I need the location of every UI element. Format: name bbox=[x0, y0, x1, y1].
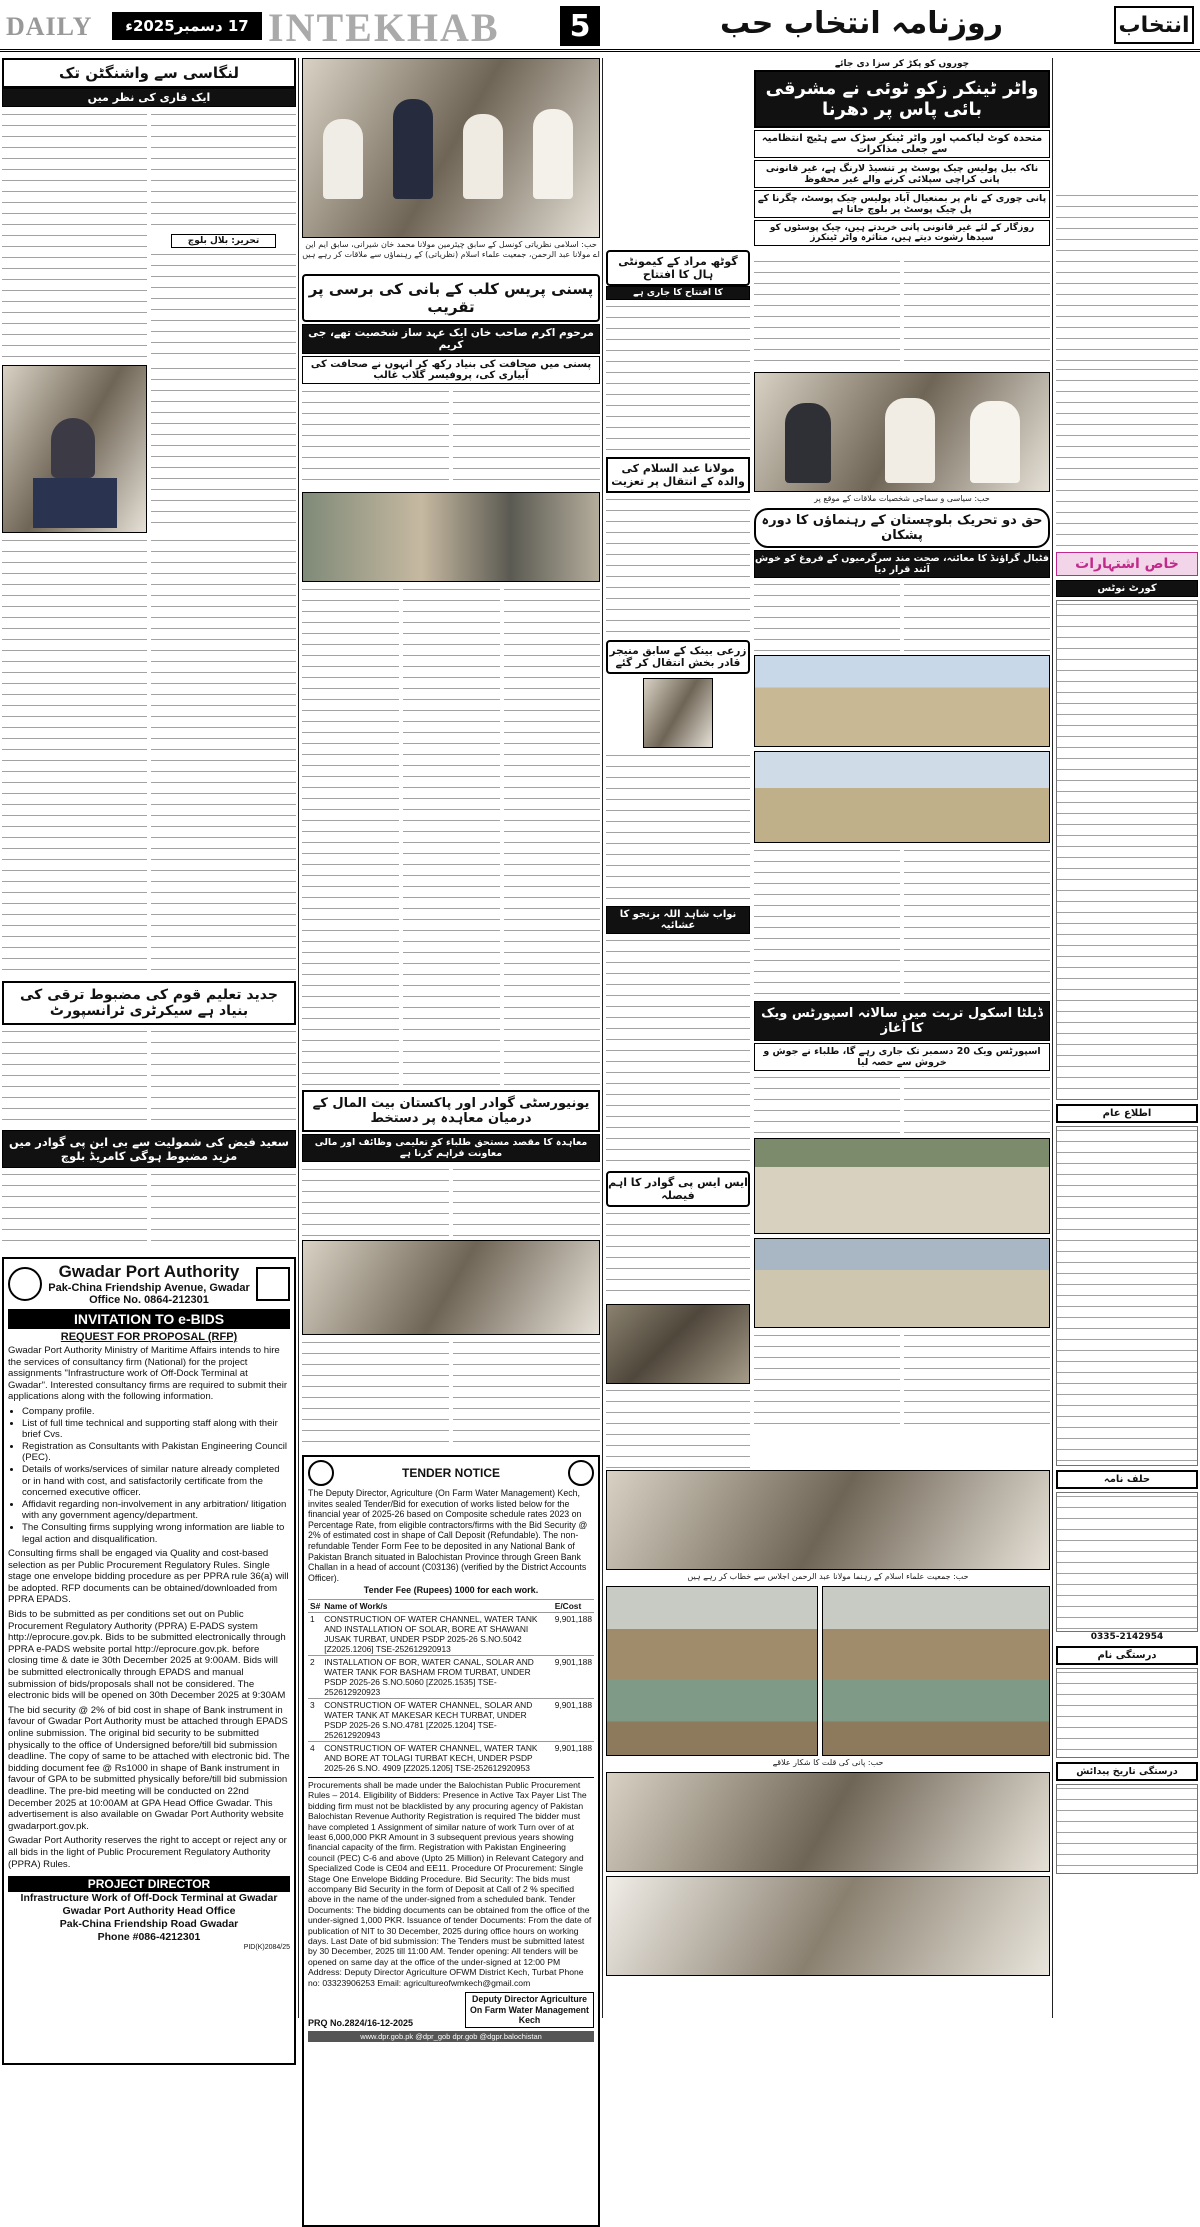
classified-box-title: درستگی تاریخ پیدائش bbox=[1056, 1762, 1198, 1781]
press-club-photo bbox=[754, 372, 1050, 492]
pakistan-emblem-icon bbox=[256, 1267, 290, 1301]
article-text-block bbox=[904, 258, 1050, 368]
sports-week-photo bbox=[754, 1138, 1050, 1234]
tender-social: www.dpr.gob.pk @dpr_gob dpr.gob @dgpr.balochistan bbox=[308, 2031, 594, 2042]
gpa-footer-title: PROJECT DIRECTOR bbox=[8, 1876, 290, 1892]
sub-headline: متحدہ کوٹ لیاکمپ اور واٹر ٹینکر سڑک سے ہٹیچ انتظامیہ سے جعلی مذاکرات bbox=[754, 130, 1050, 158]
sub-headline: ناکہ بیل پولیس چیک پوسٹ پر تنسیڈ لارنگ ہے، غیر قانونی پانی کراچی سپلائی کرنے والے غیر محفوظ bbox=[754, 160, 1050, 188]
headline: حق دو تحریک بلوچستان کے رہنماؤں کا دورہ پشکان bbox=[754, 508, 1050, 548]
gpa-footer bbox=[8, 1892, 290, 1944]
gpa-footer-line: Pak-China Friendship Road Gwadar bbox=[59, 1918, 239, 1931]
gpa-intro: Gwadar Port Authority Ministry of Maritime Affairs intends to hire the services of consultancy firm (National) for the project assignments "Infrastructure work of Off-Dock Terminal at Gwadar". Interested consultancy firms are required to submit their applications along with the following information. bbox=[8, 1345, 288, 1403]
article-text-block bbox=[606, 303, 750, 453]
tender-terms: Procurements shall be made under the Balochistan Public Procurement Rules – 2014. Eligibility of Bidders: Presence in Active Tax Payer List The bidding firm must not be blacklisted by any procuring agency of Pakistan Balochistan Revenue Authority Registration is required The bidder must have completed 1 Assignment of similar nature of work Turn over of at least 6,000,000 PKR Amount in 3 subsequent previous years showing financial capacity of the firm. Registration with Pakistan Engineering council (PEC) C-6 and above (Upto 25 Million) in Relevant Category and Specialized Code is CE04 and EE11. Procedure Of Procurement: Single Stage One Envelope Bidding Procedure. Bid Security: The bids must accompany Bid Security in the form of Deposit at Call of 2 % specified above in the name of the under-signed from a scheduled bank. Tender Documents: The bidding documents can be obtained from the office of the under-signed 1,000 PKR. Issuance of tender Documents: From the date of publication of NIT to 30 December, 2025 during office hours on working days. Last Date of bid submission: The Tenders must be submitted latest by 30 December, 2025 till 11:00 AM. Tender opening: All tenders will be opened on same day at the office of the under-signed at 12:00 PM Address: Deputy Director Agriculture OFWM District Kech, Turbat Phone no: 03323906253 Email: agricultureofwmkech@gmail.com bbox=[308, 1777, 594, 1988]
article-text-block bbox=[302, 1339, 449, 1449]
gpa-requirement-item: • Registration as Consultants with Pakistan Engineering Council (PEC). bbox=[22, 1441, 290, 1464]
table-row bbox=[308, 1655, 594, 1698]
signing-photo bbox=[302, 1240, 600, 1335]
tender-fee: Tender Fee (Rupees) 1000 for each work. bbox=[363, 1585, 539, 1596]
headline: گوٹھ مراد کے کیمونٹی ہال کا افتتاح bbox=[606, 250, 750, 286]
gpa-org: Gwadar Port Authority bbox=[58, 1262, 240, 1281]
government-seal-icon bbox=[308, 1460, 334, 1486]
table-cell: CONSTRUCTION OF WATER CHANNEL, WATER TANK AND INSTALLATION OF SOLAR, BORE AT SHAWANI JUSAK TURBAT, UNDER PSDP 2025-26 S.NO.5042 [Z2025.1206] TSE-252612920913 bbox=[322, 1612, 552, 1655]
portrait-photo bbox=[2, 365, 147, 533]
article-text-block bbox=[453, 1166, 600, 1236]
classified-box-title: درستگی نام bbox=[1056, 1646, 1198, 1665]
table-cell: 9,901,188 bbox=[553, 1741, 594, 1774]
article-text-block bbox=[1056, 192, 1198, 362]
article-text-block bbox=[754, 1074, 900, 1134]
table-cell: 1 bbox=[308, 1612, 322, 1655]
tender-title: TENDER NOTICE bbox=[401, 1466, 500, 1480]
article-text-block bbox=[606, 496, 750, 636]
table-cell: 2 bbox=[308, 1655, 322, 1698]
column-4-body bbox=[754, 258, 1050, 368]
gpa-subtitle: REQUEST FOR PROPOSAL (RFP) bbox=[60, 1331, 238, 1343]
article-text-block bbox=[904, 847, 1050, 997]
gpa-title: INVITATION TO e-BIDS bbox=[8, 1309, 290, 1329]
gpa-paragraph: Bids to be submitted as per conditions set out on Public Procurement Regulatory Authority (PPRA) E-PADS system http://eprocure.gov.pk. Bids to be submitted electronically through PPRA e-PADS website portal http://eprocure.gov.pk. before closing time & date ie 30th December 2025 at 9:00AM. Bids will be submitted electronically through EPADS and manual submission of bids/proposals shall not be considered. The electronic bids will be opened on 30th December 2025 at 9:30AM bbox=[8, 1609, 286, 1702]
gpa-paragraph: The bid security @ 2% of bid cost in shape of Bank instrument in favour of Gwadar Port Authority must be attached through EPADS online submission. The original bid security to be submitted physically to the office of Undersigned before/till bid submission deadline. The copy of same to be attached with electronic bid. The bidding document fee @ Rs1000 in shape of Bank instrument in favour of GPA to be submitted physically before/till bid submission deadline. The pre-bid meeting will be conducted on 22nd December 2025 at 10:00AM at GPA Head Office Gwadar. This advertisement is also available on Gwadar Port Authority website gwadarport.gov.pk. bbox=[8, 1704, 290, 1832]
photo-caption: حب: پانی کی قلت کا شکار علاقے bbox=[772, 1758, 884, 1767]
gpa-requirement-item: • Details of works/services of similar nature already completed or in hand with cost, and satisfactorily certificate from the concerned executive officer. bbox=[22, 1464, 290, 1499]
headline: پسنی پریس کلب کے بانی کی برسی پر تقریب bbox=[302, 274, 600, 322]
flood-photo bbox=[606, 1586, 818, 1756]
table-header-row bbox=[308, 1599, 594, 1612]
sub-headline: معاہدہ کا مقصد مستحق طلباء کو تعلیمی وظائف اور مالی معاونت فراہم کرنا ہے bbox=[302, 1134, 600, 1162]
article-text-block bbox=[302, 388, 449, 488]
photo-caption: حب: اسلامی نظریاتی کونسل کے سابق چیئرمین مولانا محمد خان شیرانی، سابق ایم این اے مولانا عبد الرحمن، جمعیت علماء اسلام (نظریاتی) کے رہنماؤں سے ملاقات کر رہے ہیں bbox=[302, 240, 600, 259]
portrait-photo bbox=[643, 678, 713, 748]
gpa-logo-icon bbox=[8, 1267, 42, 1301]
event-photo bbox=[606, 1304, 750, 1384]
gpa-ref: PID(K)2084/25 bbox=[243, 1944, 290, 1952]
article-title: لنگاسی سے واشنگٹن تک bbox=[2, 58, 296, 88]
tender-prq: PRQ No.2824/16-12-2025 bbox=[308, 2017, 414, 2028]
gpa-requirements bbox=[8, 1406, 290, 1545]
article-text-block bbox=[504, 586, 600, 1086]
article-text-block bbox=[606, 1210, 750, 1300]
gpa-requirement-item: • Affidavit regarding non-involvement in any arbitration/ litigation with any government agency/department. bbox=[22, 1499, 290, 1522]
bottom-photos bbox=[606, 1470, 1050, 1976]
gpa-advertisement bbox=[2, 1257, 296, 2065]
headline: ڈیلٹا اسکول تربت میں سالانہ اسپورٹس ویک کا آغاز bbox=[754, 1001, 1050, 1041]
table-cell: CONSTRUCTION OF WATER CHANNEL, WATER TANK AND BORE AT TOLAGI TURBAT KECH, UNDER PSDP 2025-26 S.NO. 4909 [Z2025.1205] TSE-252612920953 bbox=[322, 1741, 552, 1774]
football-ground-photo bbox=[754, 655, 1050, 747]
classified-box-text bbox=[1056, 600, 1198, 1100]
lead-text-right bbox=[1056, 192, 1198, 362]
gpa-requirement-item: • List of full time technical and supporting staff along with their brief Cvs. bbox=[22, 1418, 290, 1441]
table-cell: 9,901,188 bbox=[553, 1612, 594, 1655]
column-5 bbox=[1056, 366, 1198, 1874]
article-text-block bbox=[2, 1028, 147, 1126]
masthead-urdu-name: روزنامہ انتخاب حب bbox=[720, 6, 1003, 41]
sub-headline: کا افتتاح کا جاری ہے bbox=[606, 286, 750, 300]
sub-headline: مرحوم اکرم صاحب خان ایک عہد ساز شخصیت تھے، جی کریم bbox=[302, 324, 600, 354]
tender-intro: The Deputy Director, Agriculture (On Farm Water Management) Kech, invites sealed Tender/Bid for execution of works listed below for the financial year of 2025-26 based on Composite schedule rates 2023 on Percentage Rate, from eligible contractors/firms with the Bid Security @ 2% of estimated cost in shape of Call Deposit (Refundable). The non-refundable Tender Form Fee to be deposited in any National Bank of Pakistan Branch situated in Balochistan Province through Green Bank Challan in a head of account (C03136) (verified by the District Accounts Officer). bbox=[308, 1488, 588, 1583]
article-text-block bbox=[754, 1332, 900, 1432]
signatory-line: On Farm Water Management bbox=[470, 2004, 589, 2015]
classifieds-title: خاص اشتہارات bbox=[1056, 552, 1198, 576]
table-row bbox=[308, 1741, 594, 1774]
table-row bbox=[308, 1612, 594, 1655]
signatory-line: Kech bbox=[518, 2015, 541, 2026]
article-text-block bbox=[302, 586, 399, 1086]
article-text-block bbox=[904, 581, 1050, 651]
gpa-requirement-item: • Company profile. bbox=[22, 1406, 290, 1418]
article-text-block bbox=[606, 937, 750, 1167]
sports-week-photo bbox=[754, 1238, 1050, 1328]
flood-photo bbox=[822, 1586, 1050, 1756]
tender-notice bbox=[302, 1455, 600, 2227]
article-text-block bbox=[453, 388, 600, 488]
gpa-footer-line: Infrastructure Work of Off-Dock Terminal at Gwadar bbox=[20, 1892, 278, 1905]
table-header: E/Cost bbox=[553, 1599, 594, 1612]
gathering-photo bbox=[606, 1772, 1050, 1872]
column-2 bbox=[302, 58, 600, 2227]
table-header: Name of Work/s bbox=[322, 1599, 552, 1612]
column-rule bbox=[1052, 58, 1053, 2018]
article-text-block bbox=[754, 847, 900, 997]
article-text-block bbox=[151, 251, 296, 361]
article-text-block bbox=[754, 258, 900, 368]
article-text-block bbox=[2, 111, 147, 361]
article-text-block bbox=[2, 1171, 147, 1251]
article-text-block bbox=[1056, 366, 1198, 548]
table-cell: 9,901,188 bbox=[553, 1698, 594, 1741]
page-number: 5 bbox=[560, 6, 600, 46]
gpa-paragraph: Consulting firms shall be engaged via Quality and cost-based selection as per Public Procurement Regulatory Rules. Single stage one envelope bidding procedure as per PPRA rule 36(a) will be adopted. RFP documents can be obtained/downloaded from PPRA EPADS. bbox=[8, 1548, 289, 1606]
classified-box-title: کورٹ نوٹس bbox=[1056, 580, 1198, 597]
classified-box-text bbox=[1056, 1492, 1198, 1632]
lead-headline: واٹر ٹینکر زکو ٹوئی نے مشرقی بائی پاس پر دھرنا bbox=[754, 70, 1050, 128]
masthead bbox=[0, 0, 1200, 52]
sub-headline: اسپورٹس ویک 20 دسمبر تک جاری رہے گا، طلباء نے جوش و خروش سے حصہ لیا bbox=[754, 1043, 1050, 1071]
classified-box-title: اطلاع عام bbox=[1056, 1104, 1198, 1123]
gpa-footer-line: Gwadar Port Authority Head Office bbox=[62, 1905, 236, 1918]
masthead-logo: انتخاب bbox=[1114, 6, 1194, 44]
article-text-block bbox=[904, 1074, 1050, 1134]
article-text-block bbox=[754, 581, 900, 651]
meeting-photo bbox=[606, 1470, 1050, 1570]
signatory-line: Deputy Director Agriculture bbox=[472, 1994, 588, 2005]
classified-box-text bbox=[1056, 1126, 1198, 1466]
article-text-block bbox=[904, 1332, 1050, 1432]
masthead-daily: DAILY bbox=[6, 12, 93, 41]
football-ground-photo bbox=[754, 751, 1050, 843]
headline: نواب شاہد اللہ بزنجو کا عشائیہ bbox=[606, 906, 750, 934]
photo-caption: حب: سیاسی و سماجی شخصیات ملاقات کے موقع پر bbox=[814, 494, 990, 503]
table-cell: CONSTRUCTION OF WATER CHANNEL, SOLAR AND WATER TANK AT MAKESAR KECH TURBAT, UNDER PSDP 2025-26 S.NO.4781 [Z2025.1204] TSE-252612920943 bbox=[322, 1698, 552, 1741]
table-cell: 9,901,188 bbox=[553, 1655, 594, 1698]
column-3 bbox=[606, 250, 750, 1507]
headline: جدید تعلیم قوم کی مضبوط ترقی کی بنیاد ہے سیکرٹری ٹرانسپورٹ bbox=[2, 981, 296, 1025]
gpa-address: Pak-China Friendship Avenue, Gwadar bbox=[48, 1282, 250, 1294]
tender-signatory bbox=[465, 1992, 594, 2028]
column-1 bbox=[2, 58, 296, 2065]
classified-box-text bbox=[1056, 1668, 1198, 1758]
column-rule bbox=[298, 58, 299, 2018]
sub-headline: پسنی میں صحافت کی بنیاد رکھ کر انہوں نے صحافت کی آبیاری کی، پروفیسر گلاب غالب bbox=[302, 356, 600, 384]
article-text-block bbox=[151, 537, 296, 977]
headline: ایس ایس پی گوادر کا اہم فیصلہ bbox=[606, 1171, 750, 1207]
article-text-block bbox=[151, 1028, 296, 1126]
sub-headline: فٹبال گراؤنڈ کا معائنہ، صحت مند سرگرمیوں کے فروغ کو خوش آئند قرار دیا bbox=[754, 550, 1050, 578]
article-text-block bbox=[403, 586, 500, 1086]
gpa-paragraph: Gwadar Port Authority reserves the right to accept or reject any or all bids in the light of Public Procurement Regulatory Authority (PPRA) Rules. bbox=[8, 1835, 287, 1870]
headline: سعید فیض کی شمولیت سے بی این پی گوادر میں مزید مضبوط ہوگی کامریڈ بلوچ bbox=[2, 1130, 296, 1168]
classified-box-title: حلف نامہ bbox=[1056, 1470, 1198, 1489]
event-photo bbox=[302, 492, 600, 582]
article-text-block bbox=[606, 752, 750, 902]
sub-headline: پانی چوری کے نام پر بمنعیال آباد پولیس چیک پوسٹ، چگرنا کے پل چیک پوسٹ پر بلوچ جاتا ہے bbox=[754, 190, 1050, 218]
sub-headline: روزگار کے لئے غیر قانونی پانی خریدتے ہیں، چیک پوسٹوں کو سیدھا رشوت دیتے ہیں، متاثرہ واٹر ٹینکرز bbox=[754, 220, 1050, 246]
table-row bbox=[308, 1698, 594, 1741]
article-text-block bbox=[151, 111, 296, 231]
tender-table bbox=[308, 1599, 594, 1774]
gpa-footer-line: Phone #086-4212301 bbox=[97, 1931, 201, 1944]
table-header: S# bbox=[310, 1600, 321, 1611]
classified-box-text bbox=[1056, 1784, 1198, 1874]
article-text-block bbox=[2, 537, 147, 977]
gathering-photo bbox=[606, 1876, 1050, 1976]
table-cell: 3 bbox=[308, 1698, 322, 1741]
article-text-block bbox=[453, 1339, 600, 1449]
gpa-office: Office No. 0864-212301 bbox=[89, 1294, 209, 1306]
masthead-date: 17 دسمبر2025ء bbox=[112, 12, 262, 40]
kicker: چوروں کو پکڑ کر سزا دی جائے bbox=[754, 58, 1050, 70]
column-4 bbox=[754, 58, 1050, 246]
article-byline: تحریر: بلال بلوچ bbox=[171, 234, 276, 248]
article-text-block bbox=[151, 365, 296, 533]
column-rule bbox=[602, 58, 603, 2018]
article-text-block bbox=[151, 1171, 296, 1251]
article-text-block bbox=[302, 1166, 449, 1236]
gpa-requirement-item: • The Consulting firms supplying wrong information are liable to legal action and disqualification. bbox=[22, 1522, 290, 1545]
meeting-photo bbox=[302, 58, 600, 238]
article-subtitle: ایک قاری کی نظر میں bbox=[2, 88, 296, 107]
masthead-brand: INTEKHAB bbox=[268, 5, 500, 50]
press-club-photo-block bbox=[754, 372, 1050, 1432]
headline: مولانا عبد السلام کی والدہ کے انتقال پر تعزیت bbox=[606, 457, 750, 493]
headline: یونیورسٹی گوادر اور پاکستان بیت المال کے درمیان معاہدہ پر دستخط bbox=[302, 1090, 600, 1132]
photo-caption: حب: جمعیت علماء اسلام کے رہنما مولانا عبد الرحمن اجلاس سے خطاب کر رہے ہیں bbox=[687, 1572, 969, 1581]
department-logo-icon bbox=[568, 1460, 594, 1486]
table-cell: INSTALLATION OF BOR, WATER CANAL, SOLAR AND WATER TANK FOR BASHAM FROM TURBAT, UNDER PSDP 2025-26 S.NO.5060 [Z2025.1535] TSE-252612920923 bbox=[322, 1655, 552, 1698]
table-cell: 4 bbox=[308, 1741, 322, 1774]
headline: زرعی بینک کے سابق منیجر قادر بخش انتقال کر گئے bbox=[606, 640, 750, 674]
classified-phone: 0335-2142954 bbox=[1090, 1632, 1164, 1642]
